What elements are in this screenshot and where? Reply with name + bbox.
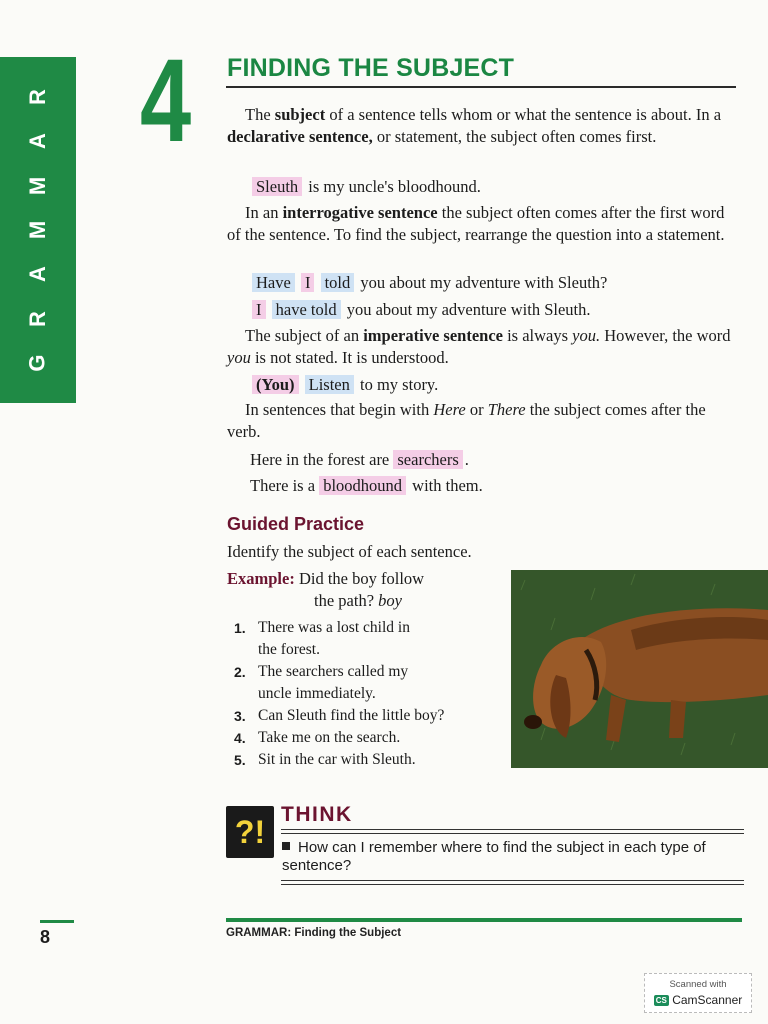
text: the subject comes after the verb. — [227, 400, 706, 441]
think-rule-top-2 — [281, 833, 744, 834]
highlighted-subject: searchers — [393, 450, 462, 469]
example-text: . — [464, 450, 469, 469]
guided-instruction: Identify the subject of each sentence. — [227, 542, 472, 561]
highlighted-verb: have told — [272, 300, 341, 319]
highlighted-subject: (You) — [252, 375, 299, 394]
think-rule-bottom — [281, 880, 744, 881]
example-question: the path? — [314, 591, 375, 610]
example-text: is my uncle's bloodhound. — [308, 177, 481, 196]
sidebar-letter: R — [24, 310, 50, 327]
bloodhound-illustration — [511, 570, 768, 768]
intro-paragraph-3 — [227, 325, 739, 369]
think-rule-bottom-2 — [281, 884, 744, 885]
text: The — [245, 105, 275, 124]
practice-item — [234, 617, 504, 661]
sidebar-letter: M — [24, 176, 50, 195]
example-sentence-2 — [252, 272, 607, 294]
grammar-sidebar-tab — [0, 57, 76, 403]
sidebar-letter: A — [24, 266, 50, 283]
item-text: Sit in the car with Sleuth. — [258, 751, 416, 768]
practice-item — [234, 705, 504, 727]
text: The subject of an — [245, 326, 364, 345]
page-number: 8 — [40, 927, 51, 947]
sidebar-letter: A — [24, 133, 50, 150]
highlighted-verb: Have — [252, 273, 295, 292]
italic-word: There — [487, 400, 526, 419]
example-text: Here in the forest are — [250, 450, 390, 469]
highlighted-subject: Sleuth — [252, 177, 302, 196]
guided-example-line2 — [314, 590, 402, 612]
term-subject: subject — [274, 105, 326, 124]
sidebar-letter: G — [25, 354, 50, 372]
intro-paragraph-4 — [227, 399, 739, 443]
text: or — [465, 400, 488, 419]
item-number: 2. — [234, 664, 246, 680]
footer-accent-bar — [40, 920, 74, 923]
item-number: 3. — [234, 708, 246, 724]
item-text: There was a lost child in — [258, 619, 410, 636]
practice-list — [234, 617, 504, 771]
item-text: the forest. — [258, 641, 320, 658]
bloodhound-photo — [511, 570, 768, 768]
watermark-brand: CamScanner — [672, 993, 743, 1007]
example-text: to my story. — [360, 375, 439, 394]
intro-paragraph-2 — [227, 202, 739, 246]
guided-practice-heading: Guided Practice — [227, 514, 365, 534]
highlighted-verb: Listen — [305, 375, 354, 394]
practice-item — [234, 661, 504, 705]
example-label: Example: — [227, 569, 295, 588]
term-declarative: declarative sentence, — [227, 127, 373, 146]
text: In sentences that begin with — [245, 400, 434, 419]
item-text: uncle immediately. — [258, 685, 376, 702]
highlighted-subject: I — [301, 273, 315, 292]
example-answer: boy — [378, 591, 402, 610]
sidebar-letter: M — [24, 220, 50, 240]
example-question: Did the boy follow — [298, 569, 425, 588]
page-title: FINDING THE SUBJECT — [227, 54, 515, 82]
italic-word: Here — [433, 400, 466, 419]
think-icon: ?! — [226, 806, 274, 858]
practice-item — [234, 727, 504, 749]
camscanner-logo-icon: CS — [655, 996, 667, 1005]
title-rule — [226, 86, 736, 88]
text: is always — [502, 326, 573, 345]
item-number: 4. — [234, 730, 246, 746]
text: In an — [245, 203, 283, 222]
text: the subject often comes after the first word of the sentence. To find the subject, rearrange the question into a statement. — [227, 203, 725, 244]
practice-item — [234, 749, 504, 771]
think-question — [282, 839, 747, 875]
highlighted-verb: told — [321, 273, 355, 292]
think-rule-top — [281, 829, 744, 830]
text: of a sentence tells whom or what the sentence is about. In a — [325, 105, 722, 124]
example-text: you about my adventure with Sleuth. — [346, 300, 591, 319]
intro-paragraph-1 — [227, 104, 739, 148]
item-number: 1. — [234, 620, 246, 636]
example-text: with them. — [412, 476, 483, 495]
square-bullet-icon — [282, 842, 290, 850]
highlighted-subject: I — [252, 300, 266, 319]
think-heading: THINK — [281, 803, 353, 826]
item-number: 5. — [234, 752, 246, 768]
text: or statement, the subject often comes first. — [372, 127, 657, 146]
italic-word: you. — [572, 326, 601, 345]
sidebar-letter: R — [24, 89, 50, 106]
item-text: Take me on the search. — [258, 729, 401, 746]
watermark-line2 — [645, 993, 751, 1007]
item-text: The searchers called my — [258, 663, 409, 680]
camscanner-watermark — [644, 973, 752, 1013]
example-sentence-1 — [252, 176, 481, 198]
item-text: Can Sleuth find the little boy? — [258, 707, 445, 724]
watermark-line1: Scanned with — [669, 979, 727, 990]
example-sentence-5 — [250, 449, 469, 471]
chapter-number: 4 — [140, 35, 192, 167]
footer-rule — [226, 918, 742, 922]
term-imperative: imperative sentence — [363, 326, 503, 345]
example-sentence-4 — [252, 374, 438, 396]
text: is not stated. It is understood. — [250, 348, 449, 367]
example-text: you about my adventure with Sleuth? — [360, 273, 608, 292]
think-question-text: How can I remember where to find the subject in each type of sentence? — [282, 839, 706, 874]
guided-example — [227, 568, 507, 590]
text: However, the word — [600, 326, 731, 345]
example-sentence-6 — [250, 475, 483, 497]
running-head: GRAMMAR: Finding the Subject — [226, 927, 402, 939]
term-interrogative: interrogative sentence — [282, 203, 438, 222]
italic-word: you — [227, 348, 251, 367]
example-sentence-3 — [252, 299, 591, 321]
highlighted-subject: bloodhound — [319, 476, 406, 495]
example-text: There is a — [250, 476, 316, 495]
sidebar-letters — [0, 57, 76, 403]
